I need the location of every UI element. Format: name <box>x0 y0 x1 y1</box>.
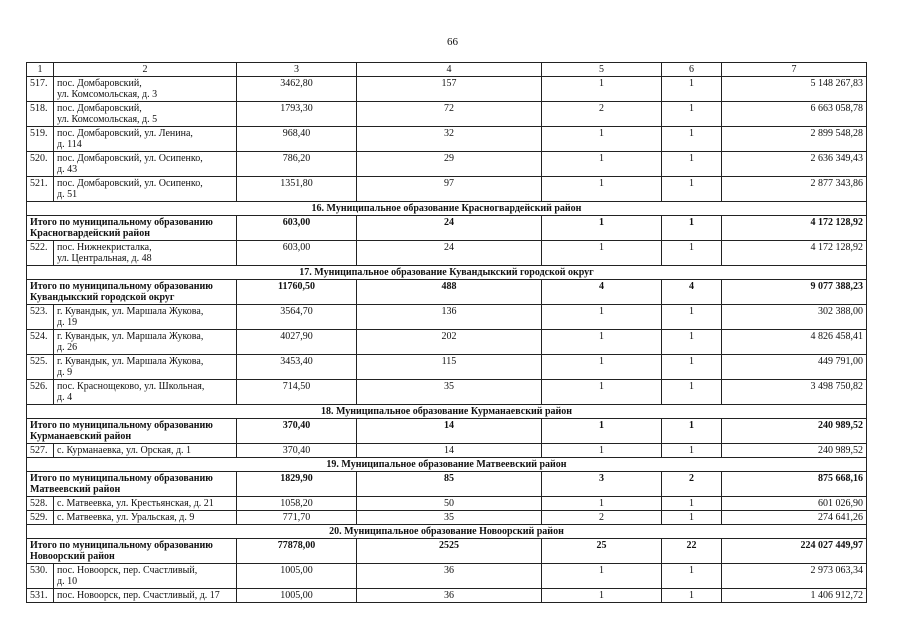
table-row <box>27 152 867 177</box>
cell-line: пос. Домбаровский, ул. Осипенко, <box>57 153 203 164</box>
total-homes: 1 <box>542 419 662 444</box>
total-people: 2525 <box>357 539 542 564</box>
homes-cell: 1 <box>542 241 662 266</box>
address-cell <box>54 127 237 152</box>
cell-line: д. 43 <box>57 164 78 175</box>
row-number: 522. <box>27 241 54 266</box>
area-cell: 603,00 <box>237 241 357 266</box>
people-cell: 72 <box>357 102 542 127</box>
people-cell: 115 <box>357 355 542 380</box>
col6-cell: 1 <box>662 77 722 102</box>
column-header: 5 <box>542 63 662 77</box>
homes-cell: 1 <box>542 177 662 202</box>
row-number: 523. <box>27 305 54 330</box>
table-row <box>27 380 867 405</box>
total-row <box>27 472 867 497</box>
section-header-row <box>27 202 867 216</box>
table-row <box>27 589 867 603</box>
cell-line: Итого по муниципальному образованию <box>30 281 213 292</box>
people-cell: 35 <box>357 511 542 525</box>
total-homes: 4 <box>542 280 662 305</box>
total-area: 11760,50 <box>237 280 357 305</box>
area-cell: 370,40 <box>237 444 357 458</box>
row-number: 520. <box>27 152 54 177</box>
cost-cell: 274 641,26 <box>722 511 867 525</box>
table-row <box>27 355 867 380</box>
table-row <box>27 102 867 127</box>
column-header: 6 <box>662 63 722 77</box>
cost-cell: 6 663 058,78 <box>722 102 867 127</box>
total-people: 24 <box>357 216 542 241</box>
people-cell: 29 <box>357 152 542 177</box>
cell-line: пос. Домбаровский, <box>57 78 142 89</box>
people-cell: 36 <box>357 589 542 603</box>
col6-cell: 1 <box>662 330 722 355</box>
col6-cell: 1 <box>662 177 722 202</box>
cell-line: д. 26 <box>57 342 78 353</box>
area-cell: 3462,80 <box>237 77 357 102</box>
total-label <box>27 539 237 564</box>
total-label <box>27 216 237 241</box>
cell-line: д. 114 <box>57 139 82 150</box>
row-number: 527. <box>27 444 54 458</box>
section-title: 17. Муниципальное образование Кувандыкский городской округ <box>27 266 867 280</box>
cell-line: с. Матвеевка, ул. Уральская, д. 9 <box>57 512 195 523</box>
address-cell <box>54 497 237 511</box>
cost-cell: 2 636 349,43 <box>722 152 867 177</box>
column-header: 3 <box>237 63 357 77</box>
cell-line: д. 9 <box>57 367 73 378</box>
area-cell: 3453,40 <box>237 355 357 380</box>
cost-cell: 2 877 343,86 <box>722 177 867 202</box>
cell-line: д. 10 <box>57 576 78 587</box>
people-cell: 97 <box>357 177 542 202</box>
homes-cell: 1 <box>542 305 662 330</box>
total-people: 85 <box>357 472 542 497</box>
total-cost: 875 668,16 <box>722 472 867 497</box>
total-homes: 1 <box>542 216 662 241</box>
people-cell: 202 <box>357 330 542 355</box>
address-cell <box>54 511 237 525</box>
col6-cell: 1 <box>662 152 722 177</box>
cell-line: Матвеевский район <box>30 484 121 495</box>
col6-cell: 1 <box>662 444 722 458</box>
total-people: 488 <box>357 280 542 305</box>
address-cell <box>54 444 237 458</box>
section-header-row <box>27 405 867 419</box>
table-row <box>27 305 867 330</box>
total-col6: 4 <box>662 280 722 305</box>
row-number: 517. <box>27 77 54 102</box>
table-row <box>27 177 867 202</box>
total-people: 14 <box>357 419 542 444</box>
cost-cell: 1 406 912,72 <box>722 589 867 603</box>
column-header: 7 <box>722 63 867 77</box>
cell-line: г. Кувандык, ул. Маршала Жукова, <box>57 331 204 342</box>
cell-line: Новоорский район <box>30 551 115 562</box>
cost-cell: 601 026,90 <box>722 497 867 511</box>
address-cell <box>54 380 237 405</box>
cell-line: д. 19 <box>57 317 78 328</box>
col6-cell: 1 <box>662 102 722 127</box>
cost-cell: 5 148 267,83 <box>722 77 867 102</box>
homes-cell: 1 <box>542 77 662 102</box>
address-cell <box>54 589 237 603</box>
cost-cell: 2 899 548,28 <box>722 127 867 152</box>
section-header-row <box>27 266 867 280</box>
total-area: 77878,00 <box>237 539 357 564</box>
cell-line: Итого по муниципальному образованию <box>30 540 213 551</box>
area-cell: 1793,30 <box>237 102 357 127</box>
cell-line: пос. Новоорск, пер. Счастливый, <box>57 565 198 576</box>
cell-line: Красногвардейский район <box>30 228 150 239</box>
row-number: 528. <box>27 497 54 511</box>
total-homes: 25 <box>542 539 662 564</box>
cell-line: пос. Домбаровский, ул. Осипенко, <box>57 178 203 189</box>
col6-cell: 1 <box>662 127 722 152</box>
cell-line: Кувандыкский городской округ <box>30 292 175 303</box>
address-cell <box>54 77 237 102</box>
area-cell: 4027,90 <box>237 330 357 355</box>
area-cell: 968,40 <box>237 127 357 152</box>
cell-line: Итого по муниципальному образованию <box>30 217 213 228</box>
total-col6: 2 <box>662 472 722 497</box>
homes-cell: 2 <box>542 102 662 127</box>
section-title: 16. Муниципальное образование Красногвардейский район <box>27 202 867 216</box>
area-cell: 1005,00 <box>237 589 357 603</box>
table-row <box>27 444 867 458</box>
address-cell <box>54 241 237 266</box>
cost-cell: 240 989,52 <box>722 444 867 458</box>
col6-cell: 1 <box>662 241 722 266</box>
people-cell: 24 <box>357 241 542 266</box>
col6-cell: 1 <box>662 511 722 525</box>
cost-cell: 4 172 128,92 <box>722 241 867 266</box>
area-cell: 1351,80 <box>237 177 357 202</box>
column-header: 4 <box>357 63 542 77</box>
cell-line: пос. Домбаровский, <box>57 103 142 114</box>
area-cell: 714,50 <box>237 380 357 405</box>
cell-line: пос. Нижнекристалка, <box>57 242 152 253</box>
row-number: 531. <box>27 589 54 603</box>
area-cell: 1005,00 <box>237 564 357 589</box>
area-cell: 786,20 <box>237 152 357 177</box>
col6-cell: 1 <box>662 497 722 511</box>
col6-cell: 1 <box>662 305 722 330</box>
row-number: 521. <box>27 177 54 202</box>
section-header-row <box>27 525 867 539</box>
cell-line: г. Кувандык, ул. Маршала Жукова, <box>57 356 204 367</box>
row-number: 519. <box>27 127 54 152</box>
total-label <box>27 472 237 497</box>
address-cell <box>54 564 237 589</box>
cost-cell: 2 973 063,34 <box>722 564 867 589</box>
row-number: 526. <box>27 380 54 405</box>
cell-line: д. 4 <box>57 392 73 403</box>
table-row <box>27 497 867 511</box>
cell-line: Итого по муниципальному образованию <box>30 420 213 431</box>
section-title: 18. Муниципальное образование Курманаевский район <box>27 405 867 419</box>
col6-cell: 1 <box>662 564 722 589</box>
table-row <box>27 330 867 355</box>
address-cell <box>54 355 237 380</box>
table-row <box>27 241 867 266</box>
homes-cell: 1 <box>542 564 662 589</box>
cell-line: Итого по муниципальному образованию <box>30 473 213 484</box>
table-row <box>27 511 867 525</box>
cost-cell: 4 826 458,41 <box>722 330 867 355</box>
total-row <box>27 539 867 564</box>
cell-line: пос. Краснощеково, ул. Школьная, <box>57 381 205 392</box>
address-cell <box>54 305 237 330</box>
homes-cell: 1 <box>542 330 662 355</box>
row-number: 524. <box>27 330 54 355</box>
total-cost: 224 027 449,97 <box>722 539 867 564</box>
row-number: 530. <box>27 564 54 589</box>
homes-cell: 1 <box>542 355 662 380</box>
table-row <box>27 127 867 152</box>
cell-line: ул. Центральная, д. 48 <box>57 253 152 264</box>
homes-cell: 1 <box>542 589 662 603</box>
column-numbers-header <box>27 63 867 77</box>
column-header: 1 <box>27 63 54 77</box>
people-cell: 32 <box>357 127 542 152</box>
total-row <box>27 280 867 305</box>
total-col6: 22 <box>662 539 722 564</box>
section-title: 20. Муниципальное образование Новоорский район <box>27 525 867 539</box>
total-cost: 240 989,52 <box>722 419 867 444</box>
total-cost: 9 077 388,23 <box>722 280 867 305</box>
cell-line: ул. Комсомольская, д. 3 <box>57 89 158 100</box>
address-cell <box>54 102 237 127</box>
cell-line: пос. Новоорск, пер. Счастливый, д. 17 <box>57 590 220 601</box>
cell-line: ул. Комсомольская, д. 5 <box>57 114 158 125</box>
homes-cell: 1 <box>542 152 662 177</box>
total-row <box>27 419 867 444</box>
total-area: 370,40 <box>237 419 357 444</box>
cell-line: с. Курманаевка, ул. Орская, д. 1 <box>57 445 192 456</box>
total-col6: 1 <box>662 419 722 444</box>
address-cell <box>54 330 237 355</box>
area-cell: 1058,20 <box>237 497 357 511</box>
cell-line: пос. Домбаровский, ул. Ленина, <box>57 128 193 139</box>
cost-cell: 302 388,00 <box>722 305 867 330</box>
homes-cell: 2 <box>542 511 662 525</box>
table-row <box>27 77 867 102</box>
section-title: 19. Муниципальное образование Матвеевский район <box>27 458 867 472</box>
total-cost: 4 172 128,92 <box>722 216 867 241</box>
cost-cell: 449 791,00 <box>722 355 867 380</box>
total-area: 1829,90 <box>237 472 357 497</box>
row-number: 525. <box>27 355 54 380</box>
row-number: 529. <box>27 511 54 525</box>
total-row <box>27 216 867 241</box>
col6-cell: 1 <box>662 355 722 380</box>
cost-cell: 3 498 750,82 <box>722 380 867 405</box>
table-row <box>27 564 867 589</box>
homes-cell: 1 <box>542 497 662 511</box>
total-homes: 3 <box>542 472 662 497</box>
homes-cell: 1 <box>542 444 662 458</box>
people-cell: 35 <box>357 380 542 405</box>
homes-cell: 1 <box>542 127 662 152</box>
people-cell: 36 <box>357 564 542 589</box>
cell-line: г. Кувандык, ул. Маршала Жукова, <box>57 306 204 317</box>
col6-cell: 1 <box>662 380 722 405</box>
page-number: 66 <box>447 36 458 48</box>
cell-line: д. 51 <box>57 189 78 200</box>
total-label <box>27 280 237 305</box>
cell-line: Курманаевский район <box>30 431 132 442</box>
total-label <box>27 419 237 444</box>
people-cell: 14 <box>357 444 542 458</box>
people-cell: 136 <box>357 305 542 330</box>
column-header: 2 <box>54 63 237 77</box>
section-header-row <box>27 458 867 472</box>
people-cell: 50 <box>357 497 542 511</box>
people-cell: 157 <box>357 77 542 102</box>
area-cell: 3564,70 <box>237 305 357 330</box>
row-number: 518. <box>27 102 54 127</box>
table-body <box>27 63 867 603</box>
total-col6: 1 <box>662 216 722 241</box>
homes-cell: 1 <box>542 380 662 405</box>
col6-cell: 1 <box>662 589 722 603</box>
cell-line: с. Матвеевка, ул. Крестьянская, д. 21 <box>57 498 214 509</box>
address-cell <box>54 152 237 177</box>
address-cell <box>54 177 237 202</box>
housing-table <box>26 62 867 603</box>
total-area: 603,00 <box>237 216 357 241</box>
area-cell: 771,70 <box>237 511 357 525</box>
